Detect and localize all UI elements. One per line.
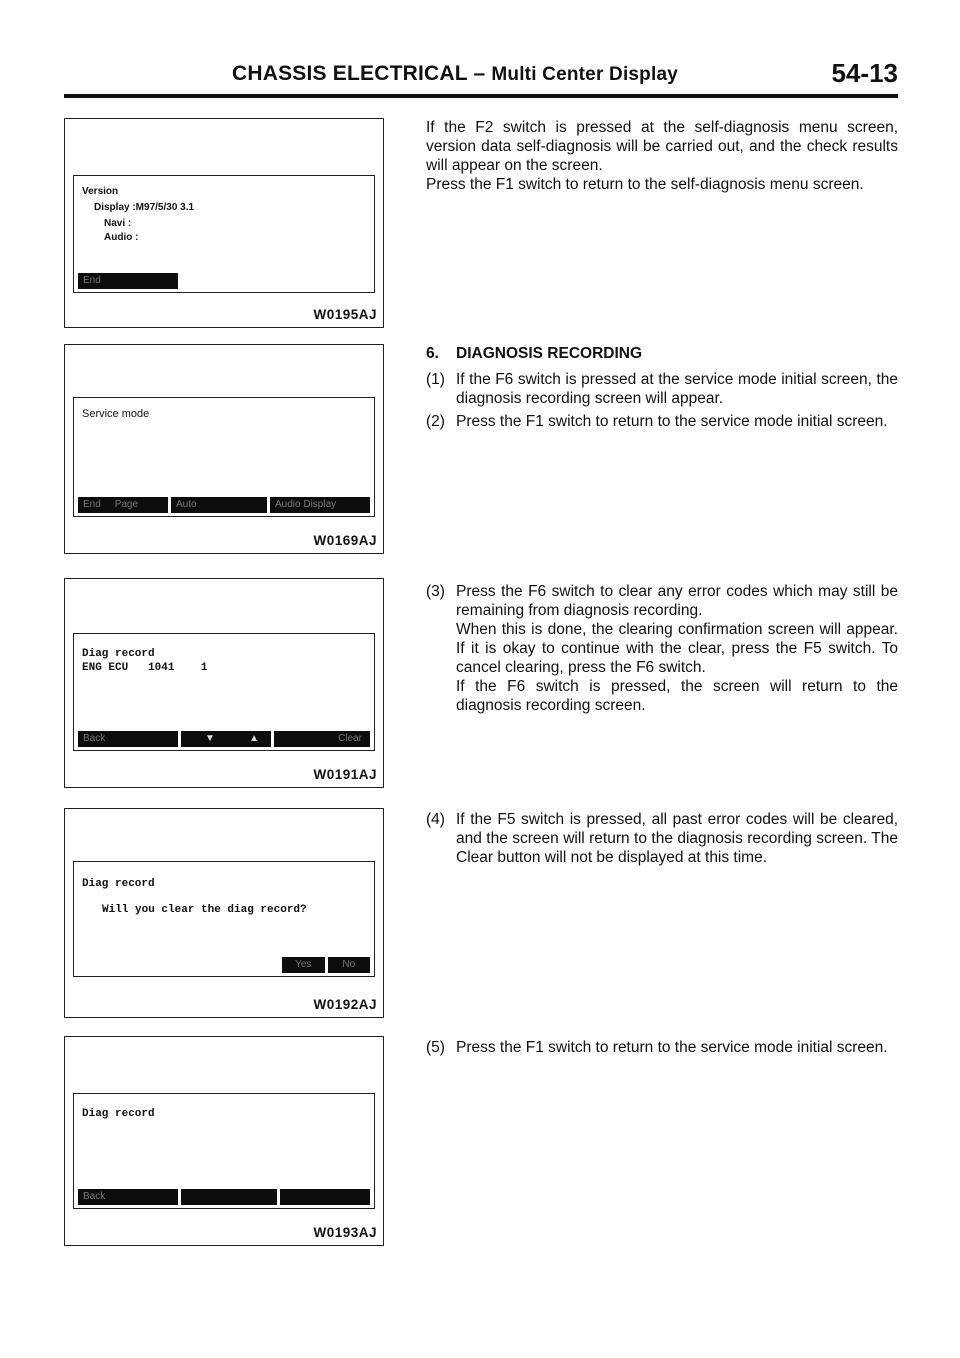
down-arrow-icon[interactable]: ▼ bbox=[205, 733, 215, 744]
step-3: (3) Press the F6 switch to clear any error codes which may still be remaining from diagnosis recording. When this is done, the clearing confirmation screen will appear. If it is okay to continue with the clear, press the F5 switch. To cancel clearing, press the F6 switch. If the F6 switch is pressed, the screen will return to the diagnosis recording screen. bbox=[426, 583, 898, 714]
clear-button[interactable]: Clear bbox=[274, 731, 370, 747]
figure-version-screen bbox=[64, 118, 384, 328]
section-heading: 6. DIAGNOSIS RECORDING bbox=[426, 345, 643, 362]
screen-line: Diag record bbox=[82, 1108, 155, 1120]
auto-button[interactable]: Auto bbox=[171, 497, 267, 513]
figure-code: W0193AJ bbox=[313, 1225, 377, 1240]
function-bar bbox=[78, 497, 370, 513]
figure-diag-record-screen bbox=[64, 578, 384, 788]
function-bar bbox=[282, 957, 370, 973]
blank-button[interactable] bbox=[280, 1189, 370, 1205]
version-paragraph: If the F2 switch is pressed at the self-diagnosis menu screen, version data self-diagnosis will be carried out, and the check results will appear on the screen. Press the F1 switch to return to the self-diagnosis menu screen. bbox=[426, 119, 898, 193]
figure-diag-record-cleared-screen bbox=[64, 1036, 384, 1246]
up-arrow-icon[interactable]: ▲ bbox=[249, 733, 259, 744]
scroll-buttons[interactable] bbox=[181, 731, 271, 747]
function-bar bbox=[78, 731, 370, 747]
screen-line: Will you clear the diag record? bbox=[102, 904, 307, 916]
header-rule bbox=[64, 94, 898, 98]
function-bar bbox=[78, 273, 178, 289]
back-button[interactable]: Back bbox=[78, 1189, 178, 1205]
step-2: (2) Press the F1 switch to return to the service mode initial screen. bbox=[426, 413, 888, 430]
section-diagnosis-recording bbox=[426, 344, 898, 431]
screen-line: Diag record bbox=[82, 878, 155, 890]
end-button[interactable]: End bbox=[78, 273, 178, 289]
figure-code: W0169AJ bbox=[313, 533, 377, 548]
display-screen bbox=[73, 861, 375, 977]
page-title: CHASSIS ELECTRICAL – Multi Center Display bbox=[232, 62, 679, 85]
screen-line: Service mode bbox=[82, 408, 150, 420]
figure-code: W0192AJ bbox=[313, 997, 377, 1012]
display-screen bbox=[73, 633, 375, 751]
figure-code: W0191AJ bbox=[313, 767, 377, 782]
figure-code: W0195AJ bbox=[313, 307, 377, 322]
display-screen bbox=[73, 175, 375, 293]
end-page-button[interactable]: End Page bbox=[78, 497, 168, 513]
screen-line: Display :M97/5/30 3.1 bbox=[94, 202, 195, 213]
back-button[interactable]: Back bbox=[78, 731, 178, 747]
screen-line: Version bbox=[82, 186, 119, 197]
figure-service-mode-screen bbox=[64, 344, 384, 554]
yes-button[interactable]: Yes bbox=[282, 957, 325, 973]
figure-clear-confirm-screen bbox=[64, 808, 384, 1018]
section-subtitle: Multi Center Display bbox=[491, 64, 679, 85]
screen-line: Audio : bbox=[104, 232, 139, 243]
display-screen bbox=[73, 397, 375, 517]
page-header bbox=[64, 56, 898, 96]
step-1: (1) If the F6 switch is pressed at the service mode initial screen, the diagnosis recording screen will appear. bbox=[426, 371, 898, 407]
screen-line: Diag record bbox=[82, 648, 155, 660]
step-5: (5) Press the F1 switch to return to the service mode initial screen. bbox=[426, 1039, 888, 1056]
screen-line: ENG ECU 1041 1 bbox=[82, 662, 208, 674]
section-title: CHASSIS ELECTRICAL bbox=[232, 62, 468, 85]
blank-button[interactable] bbox=[181, 1189, 277, 1205]
function-bar bbox=[78, 1189, 370, 1205]
step-4: (4) If the F5 switch is pressed, all past error codes will be cleared, and the screen will return to the diagnosis recording screen. The Clear button will not be displayed at this time. bbox=[426, 811, 898, 866]
audio-display-button[interactable]: Audio Display bbox=[270, 497, 370, 513]
page-number: 54-13 bbox=[831, 58, 898, 88]
display-screen bbox=[73, 1093, 375, 1209]
screen-line: Navi : bbox=[104, 218, 132, 229]
no-button[interactable]: No bbox=[328, 957, 371, 973]
